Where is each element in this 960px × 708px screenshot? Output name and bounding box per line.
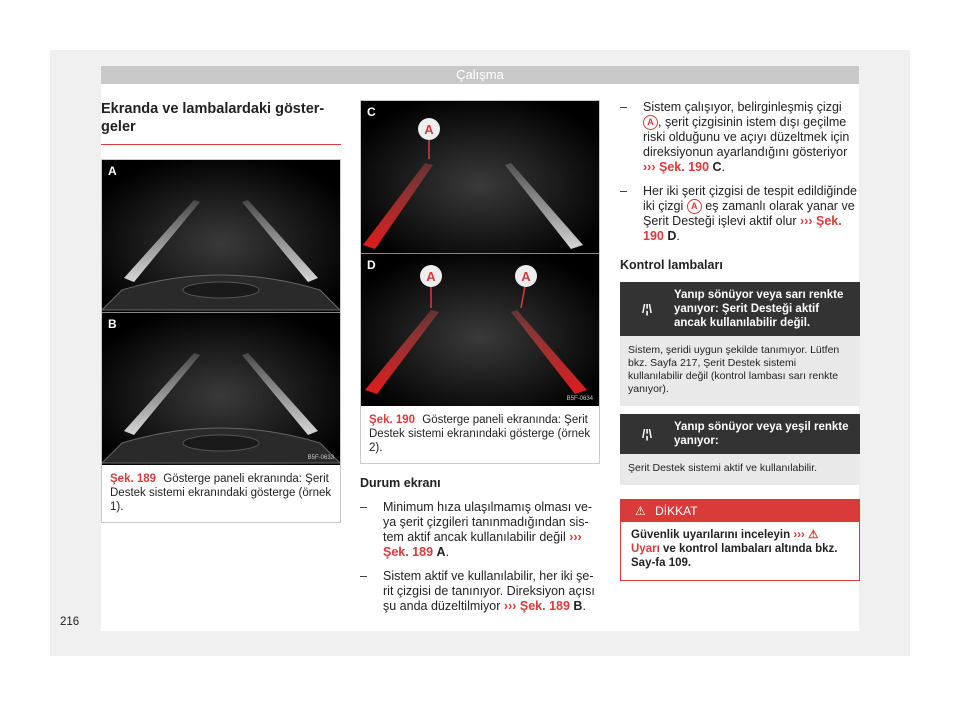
panel-letter: B: [108, 317, 117, 331]
list-item: [360, 569, 600, 614]
warning-icon: ⚠: [808, 529, 819, 542]
column-3: [620, 100, 860, 581]
lane-assist-icon: /¦\: [641, 302, 653, 317]
figure-panel-b: [102, 312, 340, 465]
page-header: Çalışma: [101, 66, 859, 84]
arrow-link[interactable]: ›››: [643, 160, 656, 175]
page-number: 216: [60, 616, 80, 628]
warning-text: Güvenlik uyarılarını inceleyin: [631, 529, 791, 542]
callout-marker: A: [643, 115, 658, 130]
figure-letter: D: [667, 229, 677, 244]
arrow-link[interactable]: ›››: [569, 530, 582, 544]
heading-rule: [101, 144, 341, 145]
figure-panel-a: [102, 160, 340, 312]
item-text: Sistem çalışıyor, belirginleşmiş çizgi: [643, 100, 842, 114]
caption-text: Gösterge paneli ekranında: Şerit Destek sistemi ekranındaki gösterge (örnek 1).: [110, 473, 332, 513]
subheading-durum: Durum ekranı: [360, 476, 441, 490]
dash: –: [620, 184, 627, 199]
figure-link[interactable]: Şek. 190: [658, 160, 710, 175]
panel-letter: D: [367, 258, 376, 272]
item-end: .: [676, 229, 680, 244]
panel-letter: A: [108, 164, 117, 178]
warning-text: ve kontrol lambaları altında bkz. Say-fa 109.: [631, 543, 838, 570]
warning-icon: ⚠: [635, 504, 646, 519]
figure-panel-c: [361, 101, 599, 253]
warning-header: [621, 500, 859, 522]
item-end: .: [721, 160, 726, 175]
dash: –: [360, 569, 367, 583]
figure-panel-d: [361, 253, 599, 406]
section-heading: Ekranda ve lambalardaki göster- geler: [101, 101, 325, 135]
lamp-title: Yanıp sönüyor veya yeşil renkte yanıyor:: [674, 421, 849, 448]
panel-letter: C: [367, 105, 376, 119]
figure-189: [101, 159, 341, 523]
caption-text: Gösterge paneli ekranında: Şerit Destek sistemi ekranındaki gösterge (örnek 2).: [369, 414, 591, 454]
figure-letter: B: [573, 599, 583, 613]
warning-title: DİKKAT: [655, 504, 698, 519]
warning-link[interactable]: Uyarı: [631, 543, 660, 556]
list-item: [620, 100, 860, 175]
arrow-link[interactable]: ›››: [793, 529, 805, 542]
item-end: .: [582, 599, 586, 613]
lamp-title: Yanıp sönüyor veya sarı renkte yanıyor: Şerit Desteği aktif ancak kullanılabilir değil.: [674, 289, 844, 330]
callout-marker: A: [687, 199, 702, 214]
lamp-header: [620, 414, 860, 454]
warning-box: [620, 499, 860, 581]
figure-caption: [361, 406, 599, 463]
arrow-link[interactable]: ›››: [503, 599, 517, 613]
dash: –: [360, 500, 367, 514]
column-1: [101, 100, 341, 523]
lamp-header: [620, 282, 860, 336]
figure-link[interactable]: Şek. 190: [643, 214, 842, 244]
item-text: Sistem aktif ve kullanılabilir, her iki şe-rit çizgisi de tanınıyor. Direksiyon açısı şu anda düzeltilmiyor: [383, 569, 595, 613]
lane-assist-icon: /¦\: [641, 427, 653, 442]
list-item: [620, 184, 860, 244]
list-item: [360, 500, 600, 560]
figure-letter: A: [436, 545, 446, 559]
lamp-box: [620, 414, 860, 485]
figure-code: B5F-0633: [307, 455, 334, 461]
caption-ref: Şek. 189: [110, 473, 157, 485]
lamp-box: [620, 282, 860, 406]
arrow-link[interactable]: ›››: [800, 214, 813, 229]
item-end: .: [445, 545, 450, 559]
caption-ref: Şek. 190: [369, 414, 416, 426]
lamp-body: Sistem, şeridi uygun şekilde tanımıyor. Lütfen bkz. Sayfa 217, Şerit Destek sistemi kullanılabilir değil (kontrol lambası sarı renkte yanıyor).: [620, 336, 860, 406]
figure-190: [360, 100, 600, 464]
figure-letter: C: [712, 160, 722, 175]
callout-a: A: [521, 269, 531, 284]
callout-a: A: [424, 122, 434, 137]
callout-a: A: [426, 269, 436, 284]
figure-link[interactable]: Şek. 189: [383, 545, 434, 559]
figure-link[interactable]: Şek. 189: [519, 599, 570, 613]
lamp-body: Şerit Destek sistemi aktif ve kullanılabilir.: [620, 454, 860, 485]
figure-code: B5F-0634: [566, 396, 593, 402]
dash: –: [620, 100, 627, 114]
column-2: [360, 100, 600, 623]
item-text: Minimum hıza ulaşılmamış olması ve-ya şerit çizgileri tanınmadığından sis-tem aktif ancak kullanılabilir değil: [383, 500, 593, 544]
item-text: eş zamanlı olarak yanar ve Şerit Desteği işlevi aktif olur: [643, 199, 855, 229]
warning-body: [621, 522, 859, 580]
subheading-kontrol: Kontrol lambaları: [620, 258, 723, 273]
figure-caption: [102, 465, 340, 522]
item-text: , şerit çizgisinin istem dışı geçilme riski olduğunu ve açıyı düzeltmek için direksiyonun ayarlandığını gösteriyor: [643, 115, 850, 160]
item-text: Her iki şerit çizgisi de tespit edildiğinde iki çizgi: [643, 184, 857, 214]
